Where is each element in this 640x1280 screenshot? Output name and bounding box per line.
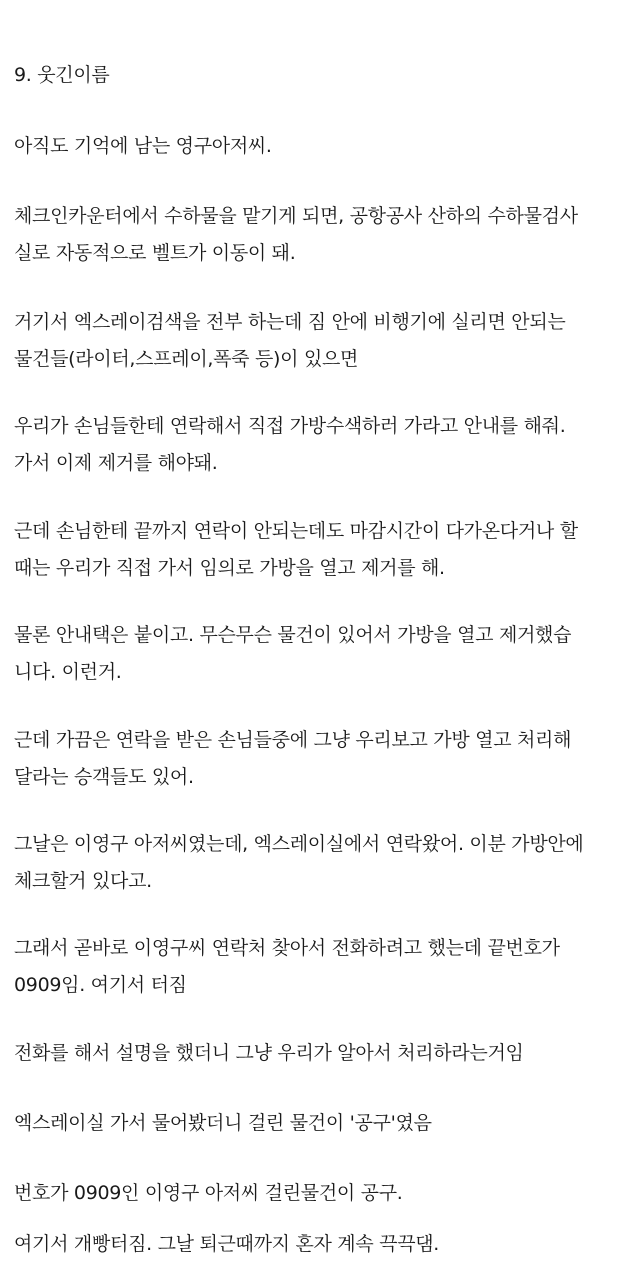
paragraph: [14, 57, 634, 94]
text-line: 9. 웃긴이름: [14, 64, 110, 86]
text-line: 근데 손님한테 끝까지 연락이 안되는데도 마감시간이 다가온다거나 할: [14, 520, 578, 542]
paragraph: [14, 1175, 634, 1212]
text-line: 아직도 기억에 남는 영구아저씨.: [14, 135, 272, 157]
text-line: 그래서 곧바로 이영구씨 연락처 찾아서 전화하려고 했는데 끝번호가: [14, 937, 560, 959]
text-line: 때는 우리가 직접 가서 임의로 가방을 열고 제거를 해.: [14, 557, 445, 579]
text-line: 번호가 0909인 이영구 아저씨 걸린물건이 공구.: [14, 1182, 403, 1204]
text-line: 전화를 해서 설명을 했더니 그냥 우리가 알아서 처리하라는거임: [14, 1042, 524, 1064]
text-line: 달라는 승객들도 있어.: [14, 766, 194, 788]
paragraph: [14, 826, 634, 900]
text-line: 가서 이제 제거를 해야돼.: [14, 452, 218, 474]
text-line: 물론 안내택은 붙이고. 무슨무슨 물건이 있어서 가방을 열고 제거했습: [14, 624, 572, 646]
text-line: 0909임. 여기서 터짐: [14, 974, 187, 996]
text-line: 그날은 이영구 아저씨였는데, 엑스레이실에서 연락왔어. 이분 가방안에: [14, 833, 584, 855]
paragraph: [14, 1035, 634, 1072]
text-line: 물건들(라이터,스프레이,폭죽 등)이 있으면: [14, 348, 359, 370]
text-line: 니다. 이런거.: [14, 661, 122, 683]
text-line: 체크인카운터에서 수하물을 맡기게 되면, 공항공사 산하의 수하물검사: [14, 205, 578, 227]
paragraph: [14, 1226, 634, 1263]
paragraph: [14, 128, 634, 165]
paragraph: [14, 198, 634, 272]
paragraph: [14, 617, 634, 691]
text-line: 여기서 개빵터짐. 그날 퇴근때까지 혼자 계속 끅끅댐.: [14, 1233, 440, 1255]
text-line: 체크할거 있다고.: [14, 870, 152, 892]
paragraph: [14, 1105, 634, 1142]
paragraph: [14, 304, 634, 378]
paragraph: [14, 930, 634, 1004]
paragraph: [14, 722, 634, 796]
text-line: 엑스레이실 가서 물어봤더니 걸린 물건이 '공구'였음: [14, 1112, 432, 1134]
paragraph: [14, 408, 634, 482]
text-line: 우리가 손님들한테 연락해서 직접 가방수색하러 가라고 안내를 해줘.: [14, 415, 566, 437]
text-line: 근데 가끔은 연락을 받은 손님들중에 그냥 우리보고 가방 열고 처리해: [14, 729, 572, 751]
text-line: 실로 자동적으로 벨트가 이동이 돼.: [14, 242, 296, 264]
paragraph: [14, 513, 634, 587]
text-line: 거기서 엑스레이검색을 전부 하는데 짐 안에 비행기에 실리면 안되는: [14, 311, 566, 333]
